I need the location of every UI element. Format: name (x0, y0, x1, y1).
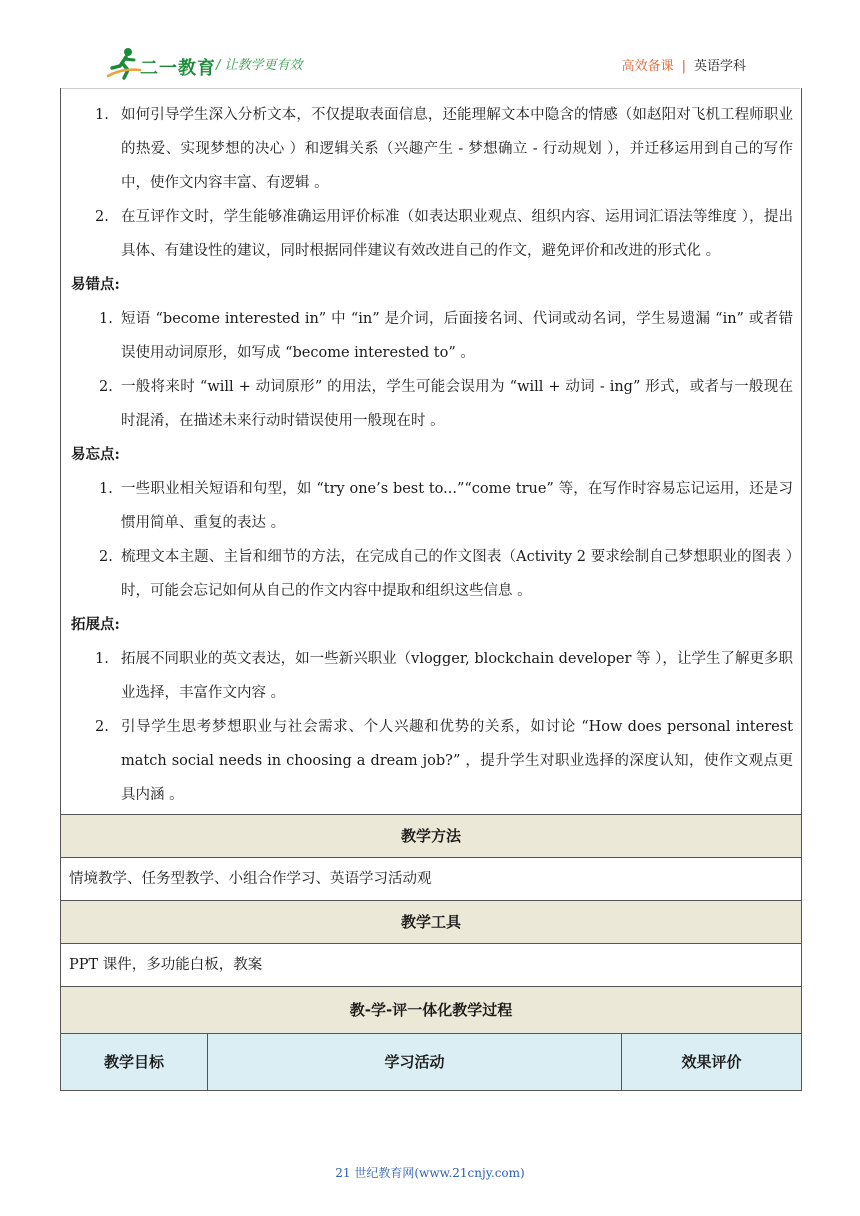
logo-text: 二一教育 (140, 58, 216, 79)
tools-text: PPT 课件，多功能白板，教案 (61, 944, 801, 987)
lesson-table (60, 88, 802, 1091)
extension-point-item: 1. 拓展不同职业的英文表达，如一些新兴职业（vlogger, blockchain developer 等 ），让学生了解更多职业选择，丰富作文内容 。 (95, 651, 793, 701)
error-points-label: 易错点: (71, 276, 120, 293)
header-subject (622, 55, 746, 74)
column-header-evaluation: 效果评价 (681, 1053, 742, 1071)
tools-heading: 教学工具 (61, 901, 801, 944)
difficulty-item: 1. 如何引导学生深入分析文本，不仅提取表面信息，还能理解文本中隐含的情感（如赵阳对飞机工程师职业的热爱、实现梦想的决心 ）和逻辑关系（兴趣产生 - 梦想确立 - 行动规划 ），并迁移运用到自己的写作中，使作文内容丰富、有逻辑 。 (95, 107, 793, 191)
forget-points-label: 易忘点: (71, 446, 120, 463)
page-header (60, 40, 800, 89)
methods-heading: 教学方法 (61, 815, 801, 858)
header-separator: | (681, 59, 686, 74)
error-point-item: 2. 一般将来时 “will + 动词原形” 的用法，学生可能会误用为 “will + 动词 - ing” 形式，或者与一般现在时混淆，在描述未来行动时错误使用一般现在时 。 (99, 379, 793, 429)
process-column-headers (61, 1034, 801, 1091)
column-header-activity: 学习活动 (208, 1034, 622, 1090)
header-tag-prep: 高效备课 (621, 59, 674, 74)
error-point-item: 1. 短语 “become interested in” 中 “in” 是介词，后面接名词、代词或动名词，学生易遗漏 “in” 或者错误使用动词原形，如写成 “become interested to” 。 (99, 311, 793, 361)
extension-points-label: 拓展点: (71, 616, 120, 633)
running-person-logo-icon (104, 46, 144, 82)
header-tag-subject: 英语学科 (693, 59, 746, 74)
column-header-goal: 教学目标 (61, 1034, 208, 1090)
methods-text: 情境教学、任务型教学、小组合作学习、英语学习活动观 (61, 858, 801, 901)
process-heading: 教-学-评一体化教学过程 (61, 987, 801, 1034)
slogan: / 让教学更有效 (216, 58, 303, 73)
difficulty-item: 2. 在互评作文时，学生能够准确运用评价标准（如表达职业观点、组织内容、运用词汇语法等维度 ），提出具体、有建设性的建议，同时根据同伴建议有效改进自己的作文，避免评价和改进的形式化 。 (95, 209, 793, 259)
points-cell (61, 88, 801, 815)
extension-point-item: 2. 引导学生思考梦想职业与社会需求、个人兴趣和优势的关系，如讨论 “How does personal interest match social needs in choosing a dream job?” ，提升学生对职业选择的深度认知，使作文观点更具内涵 。 (95, 719, 793, 803)
forget-point-item: 2. 梳理文本主题、主旨和细节的方法，在完成自己的作文图表（Activity 2 要求绘制自己梦想职业的图表 ）时，可能会忘记如何从自己的作文内容中提取和组织这些信息 。 (99, 549, 793, 599)
page-footer: 21 世纪教育网(www.21cnjy.com) (335, 1166, 525, 1180)
forget-point-item: 1. 一些职业相关短语和句型，如 “try one’s best to...”“come true” 等，在写作时容易忘记运用，还是习惯用简单、重复的表达 。 (99, 481, 793, 531)
